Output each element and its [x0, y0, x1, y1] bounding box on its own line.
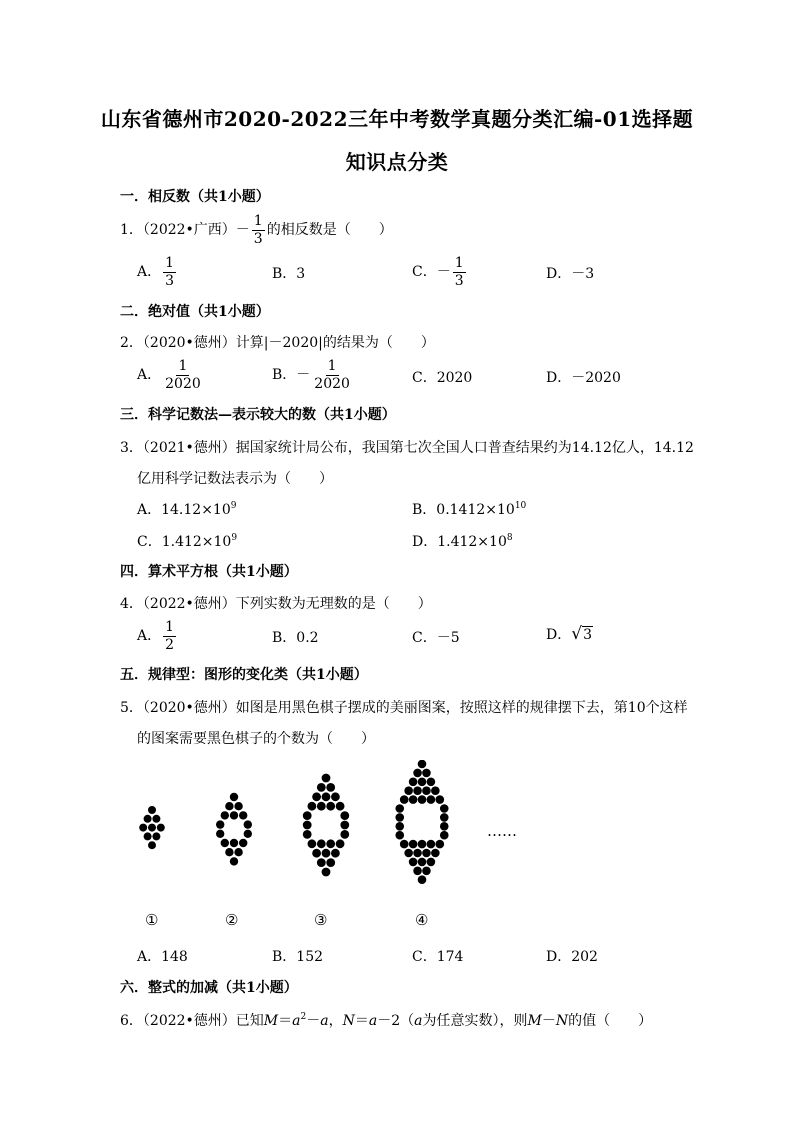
q1-option-b: B．3 — [272, 266, 306, 282]
question-5-line-2: 的图案需要黑色棋子的个数为（ ） — [137, 731, 375, 747]
chess-piece — [418, 778, 427, 787]
section-heading: 三．科学记数法—表示较大的数（共1小题） — [120, 407, 396, 423]
chess-piece — [436, 795, 445, 804]
chess-piece — [413, 786, 422, 795]
chess-piece — [418, 840, 427, 849]
question-5-line-1: 5．（2020•德州）如图是用黑色棋子摆成的美丽图案，按照这样的规律摆下去，第10个这样 — [120, 700, 688, 716]
chess-piece — [422, 786, 431, 795]
fraction — [163, 359, 203, 391]
fraction-denominator: 3 — [253, 230, 263, 247]
chess-piece — [409, 858, 418, 867]
text: ＝ — [278, 1013, 293, 1029]
option-label: B．－ — [272, 367, 311, 384]
fraction-denominator: 3 — [454, 272, 464, 289]
question-3-line-1: 3．（2021•德州）据国家统计局公布，我国第七次全国人口普查结果约为14.12亿人，14.12 — [120, 440, 694, 456]
exponent: 9 — [230, 501, 237, 511]
chess-piece — [317, 802, 326, 811]
chess-piece — [239, 839, 247, 847]
chess-piece — [395, 822, 404, 831]
chess-piece — [148, 806, 156, 814]
q3-option-d — [412, 531, 513, 551]
chess-piece — [144, 832, 152, 840]
chess-piece — [326, 783, 335, 792]
fraction-denominator: 2020 — [314, 375, 350, 392]
chess-piece — [303, 821, 312, 830]
var: a — [292, 1013, 301, 1029]
q4-option-a — [137, 620, 178, 652]
fraction — [163, 256, 176, 288]
fraction-numerator: 1 — [178, 358, 188, 374]
chess-piece — [303, 811, 312, 820]
chess-pattern-figure — [120, 760, 540, 920]
option-label: A． — [137, 628, 162, 645]
chess-piece — [312, 849, 321, 858]
fraction-denominator: 3 — [165, 272, 175, 289]
q3-option-b — [412, 499, 526, 519]
text: 6．（2022•德州）已知 — [120, 1013, 264, 1029]
chess-piece — [230, 793, 238, 801]
fraction-numerator: 1 — [165, 619, 175, 635]
chess-piece — [400, 840, 409, 849]
option-label: A． — [137, 367, 162, 384]
question-2: 2．（2020•德州）计算|－2020|的结果为（ ） — [120, 335, 435, 351]
chess-piece — [395, 804, 404, 813]
chess-piece — [395, 813, 404, 822]
chess-piece — [148, 824, 156, 832]
chess-piece — [409, 840, 418, 849]
chess-piece — [152, 815, 160, 823]
ellipsis: …… — [487, 822, 517, 840]
chess-piece — [331, 849, 340, 858]
exponent: 10 — [514, 501, 527, 511]
fraction — [163, 620, 176, 652]
var: M — [527, 1013, 542, 1029]
chess-piece — [336, 802, 345, 811]
fraction — [252, 214, 265, 246]
option-text: B．0.1412×10 — [412, 502, 515, 518]
chess-piece — [144, 815, 152, 823]
q4-option-c: C．－5 — [412, 630, 460, 646]
question-3-line-2: 亿用科学记数法表示为（ ） — [137, 471, 333, 487]
chess-piece — [431, 786, 440, 795]
chess-piece — [404, 849, 413, 858]
chess-piece — [230, 811, 238, 819]
q2-option-d: D．－2020 — [546, 370, 621, 386]
chess-piece — [413, 849, 422, 858]
q4-option-d — [546, 624, 593, 644]
q1-option-a — [137, 256, 178, 288]
chess-piece — [221, 839, 229, 847]
chess-piece — [427, 795, 436, 804]
section-heading: 一．相反数（共1小题） — [120, 189, 270, 205]
question-4: 4．（2022•德州）下列实数为无理数的是（ ） — [120, 596, 432, 612]
chess-piece — [148, 841, 156, 849]
q1-option-d: D．－3 — [546, 266, 595, 282]
q5-option-b: B．152 — [272, 949, 324, 965]
chess-piece — [244, 830, 252, 838]
fraction-numerator: 1 — [253, 213, 263, 229]
square-root: √3 — [571, 624, 592, 644]
document-subtitle: 知识点分类 — [345, 150, 449, 174]
question-1-suffix: 的相反数是（ ） — [266, 222, 393, 239]
text: － — [541, 1013, 556, 1029]
chess-piece — [225, 848, 233, 856]
chess-piece — [308, 839, 317, 848]
text: ， — [328, 1013, 343, 1029]
fraction-numerator: 1 — [454, 255, 464, 271]
figure-label-1: ① — [145, 911, 159, 929]
chess-piece — [317, 783, 326, 792]
chess-piece — [317, 839, 326, 848]
var: M — [263, 1013, 279, 1029]
var: a — [320, 1013, 329, 1029]
figure-label-2: ② — [225, 911, 239, 929]
chess-piece — [312, 792, 321, 801]
chess-piece — [422, 867, 431, 876]
q1-option-c — [412, 256, 468, 288]
fraction-numerator: 1 — [327, 358, 337, 374]
chess-piece — [431, 849, 440, 858]
option-label: D． — [546, 627, 572, 643]
chess-piece — [418, 875, 427, 884]
chess-piece — [139, 824, 147, 832]
chess-piece — [427, 840, 436, 849]
chess-piece — [230, 839, 238, 847]
radicand: 3 — [583, 627, 592, 643]
chess-piece — [409, 778, 418, 787]
chess-piece — [234, 848, 242, 856]
text: 的值（ ） — [568, 1013, 653, 1029]
chess-piece — [322, 792, 331, 801]
var: a — [414, 1013, 423, 1029]
chess-piece — [326, 858, 335, 867]
chess-piece — [239, 811, 247, 819]
q5-option-a: A．148 — [137, 949, 188, 965]
chess-piece — [244, 820, 252, 828]
option-text: C．1.412×10 — [137, 534, 232, 550]
exponent: 2 — [300, 1012, 307, 1022]
chess-piece — [336, 839, 345, 848]
chess-piece — [400, 795, 409, 804]
chess-piece — [436, 840, 445, 849]
text: －2（ — [377, 1013, 415, 1029]
var: N — [555, 1013, 569, 1029]
chess-piece — [322, 774, 331, 783]
chess-piece — [418, 760, 427, 768]
q4-option-b: B．0.2 — [272, 630, 319, 646]
exponent: 8 — [506, 533, 513, 543]
question-1 — [120, 214, 393, 246]
option-text: D．1.412×10 — [412, 534, 507, 550]
chess-piece — [230, 857, 238, 865]
q3-option-a — [137, 499, 236, 519]
chess-piece — [440, 822, 449, 831]
document-title: 山东省德州市2020-2022三年中考数学真题分类汇编-01选择题 — [100, 107, 694, 131]
chess-piece — [225, 802, 233, 810]
chess-piece — [317, 858, 326, 867]
chess-piece — [427, 778, 436, 787]
chess-piece — [413, 769, 422, 778]
chess-piece — [440, 804, 449, 813]
chess-piece — [308, 802, 317, 811]
chess-piece — [152, 832, 160, 840]
chess-piece — [427, 858, 436, 867]
chess-piece — [216, 820, 224, 828]
fraction — [312, 359, 352, 391]
fraction — [453, 256, 466, 288]
section-heading: 五．规律型：图形的变化类（共1小题） — [120, 667, 368, 683]
chess-piece — [422, 769, 431, 778]
text: ＝ — [354, 1013, 369, 1029]
chess-piece — [395, 831, 404, 840]
text: － — [306, 1013, 321, 1029]
chess-piece — [440, 831, 449, 840]
chess-piece — [234, 802, 242, 810]
chess-piece — [303, 830, 312, 839]
figure-label-4: ④ — [415, 911, 429, 929]
fraction-denominator: 2020 — [165, 375, 201, 392]
chess-piece — [340, 811, 349, 820]
chess-piece — [216, 830, 224, 838]
q2-option-b — [272, 359, 354, 391]
figure-label-3: ③ — [314, 911, 328, 929]
fraction-denominator: 2 — [165, 636, 175, 653]
exponent: 9 — [231, 533, 238, 543]
var: N — [342, 1013, 355, 1029]
chess-piece — [326, 802, 335, 811]
chess-piece — [413, 867, 422, 876]
chess-piece — [326, 839, 335, 848]
chess-piece — [221, 811, 229, 819]
q5-option-c: C．174 — [412, 949, 464, 965]
chess-piece — [157, 824, 165, 832]
text: 为任意实数），则 — [422, 1013, 528, 1029]
fraction-numerator: 1 — [165, 255, 175, 271]
question-6 — [120, 1010, 652, 1030]
option-label: A． — [137, 264, 162, 281]
option-text: A．14.12×10 — [137, 502, 231, 518]
q2-option-c: C．2020 — [412, 370, 473, 386]
chess-piece — [340, 821, 349, 830]
chess-piece — [322, 849, 331, 858]
q5-option-d: D．202 — [546, 949, 598, 965]
chess-piece — [340, 830, 349, 839]
chess-piece — [409, 795, 418, 804]
option-label: C．－ — [412, 264, 451, 281]
q2-option-a — [137, 359, 205, 391]
chess-piece — [404, 786, 413, 795]
section-heading: 六．整式的加减（共1小题） — [120, 980, 298, 996]
q3-option-c — [137, 531, 237, 551]
chess-piece — [422, 849, 431, 858]
chess-piece — [322, 868, 331, 877]
section-heading: 四．算术平方根（共1小题） — [120, 564, 298, 580]
chess-piece — [331, 792, 340, 801]
var: a — [368, 1013, 378, 1029]
chess-piece — [418, 795, 427, 804]
section-heading: 二．绝对值（共1小题） — [120, 304, 270, 320]
question-1-prefix: 1．（2022•广西）－ — [120, 222, 250, 239]
chess-piece — [418, 858, 427, 867]
chess-piece — [440, 813, 449, 822]
